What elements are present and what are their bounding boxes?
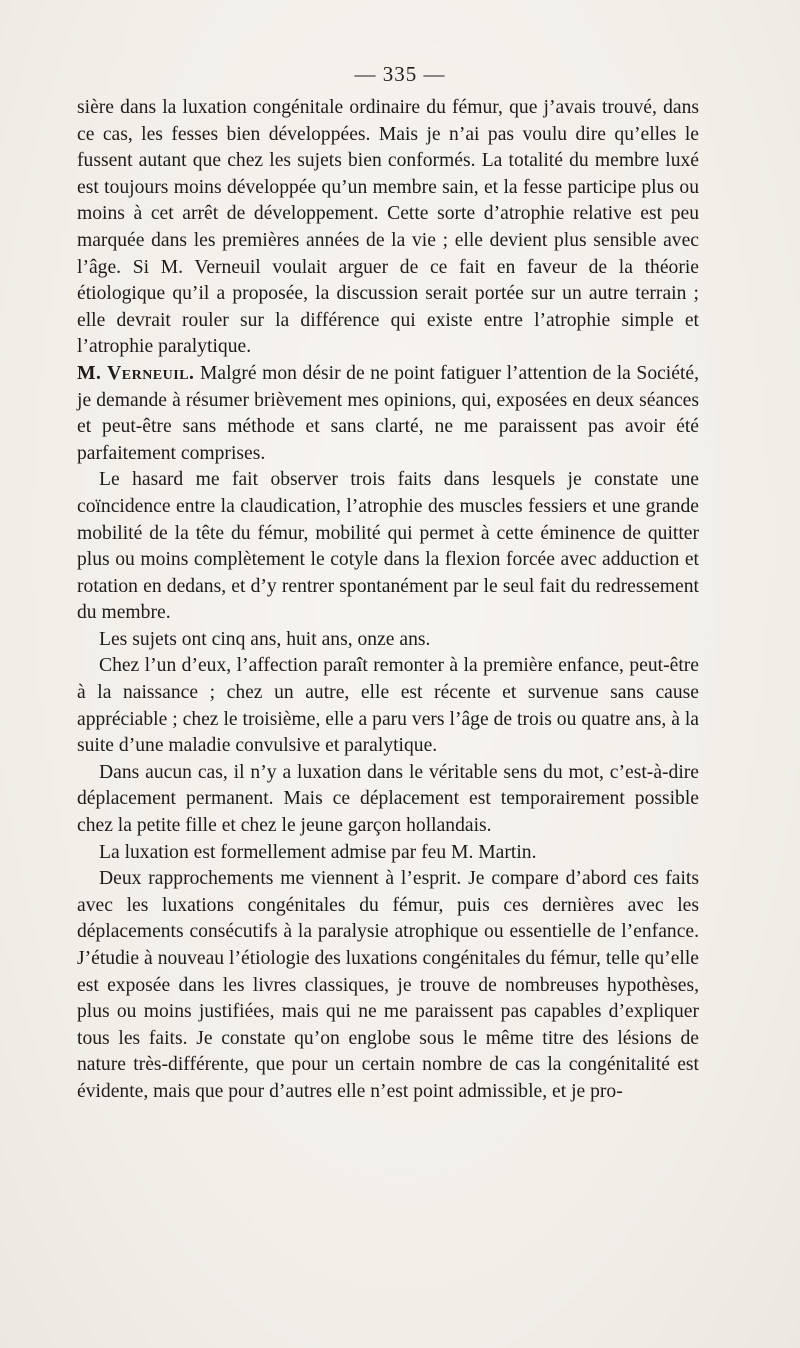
paragraph-aucun-cas: Dans aucun cas, il n’y a luxation dans le véritable sens du mot, c’est-à-dire déplacement permanent. Mais ce déplacement est temporairement possible chez la petite fille et chez le jeune garçon hollandais. [77,761,699,837]
paragraph-martin: La luxation est formellement admise par feu M. Martin. [99,841,537,863]
speaker-name: M. Verneuil. [77,362,195,384]
paragraph-chez-lun: Chez l’un d’eux, l’affection paraît remonter à la première enfance, peut-être à la naissance ; chez un autre, elle est récente et survenue sans cause appréciable ; chez le troisième, elle a paru vers l’âge de trois ou quatre ans, à la suite d’une maladie convulsive et paralytique. [77,655,699,757]
paragraph-hasard: Le hasard me fait observer trois faits dans lesquels je constate une coïncidence entre la claudication, l’atrophie des muscles fessiers et une grande mobilité de la tête du fémur, mobilité qui permet à cette éminence de quitter plus ou moins complètement le cotyle dans la flexion forcée avec adduction et rotation en dedans, et d’y rentrer spontanément par le seul fait du redressement du membre. [77,469,699,624]
paragraph-rapprochements: Deux rapprochements me viennent à l’esprit. Je compare d’abord ces faits avec les luxations congénitales du fémur, puis ces dernières avec les déplacements consécutifs à la paralysie atrophique ou essentielle de l’enfance. J’étudie à nouveau l’étiologie des luxations congénitales du fémur, telle qu’elle est exposée dans les livres classiques, je trouve de nombreuses hypothèses, plus ou moins justifiées, mais qui ne me paraissent pas capables d’expliquer tous les faits. Je constate qu’on englobe sous le même titre des lésions de nature très-différente, que pour un certain nombre de cas la congénitalité est évidente, mais que pour d’autres elle n’est point admissible, et je pro- [77,868,699,1102]
body-text [77,95,699,1106]
paragraph-sujets: Les sujets ont cinq ans, huit ans, onze ans. [99,628,431,650]
paragraph-verneuil-intro [77,361,699,467]
paragraph-continuation: sière dans la luxation congénitale ordinaire du fémur, que j’avais trouvé, dans ce cas, les fesses bien développées. Mais je n’ai pas voulu dire qu’elles le fussent autant que chez les sujets bien conformés. La totalité du membre luxé est toujours moins développée qu’un membre sain, et la fesse participe plus ou moins à cet arrêt de développement. Cette sorte d’atrophie relative est peu marquée dans les premières années de la vie ; elle devient plus sensible avec l’âge. Si M. Verneuil voulait arguer de ce fait en faveur de la théorie étiologique qu’il a proposée, la discussion serait portée sur un autre terrain ; elle devrait rouler sur la différence qui existe entre l’atrophie simple et l’atrophie paralytique. [77,97,699,358]
page-number: — 335 — [354,62,446,86]
paragraph-text: Malgré mon désir de ne point fatiguer l’attention de la Société, je demande à résumer brièvement mes opinions, qui, exposées en deux séances et peut-être sans méthode et sans clarté, ne me paraissent pas avoir été parfaitement comprises. [77,362,699,464]
